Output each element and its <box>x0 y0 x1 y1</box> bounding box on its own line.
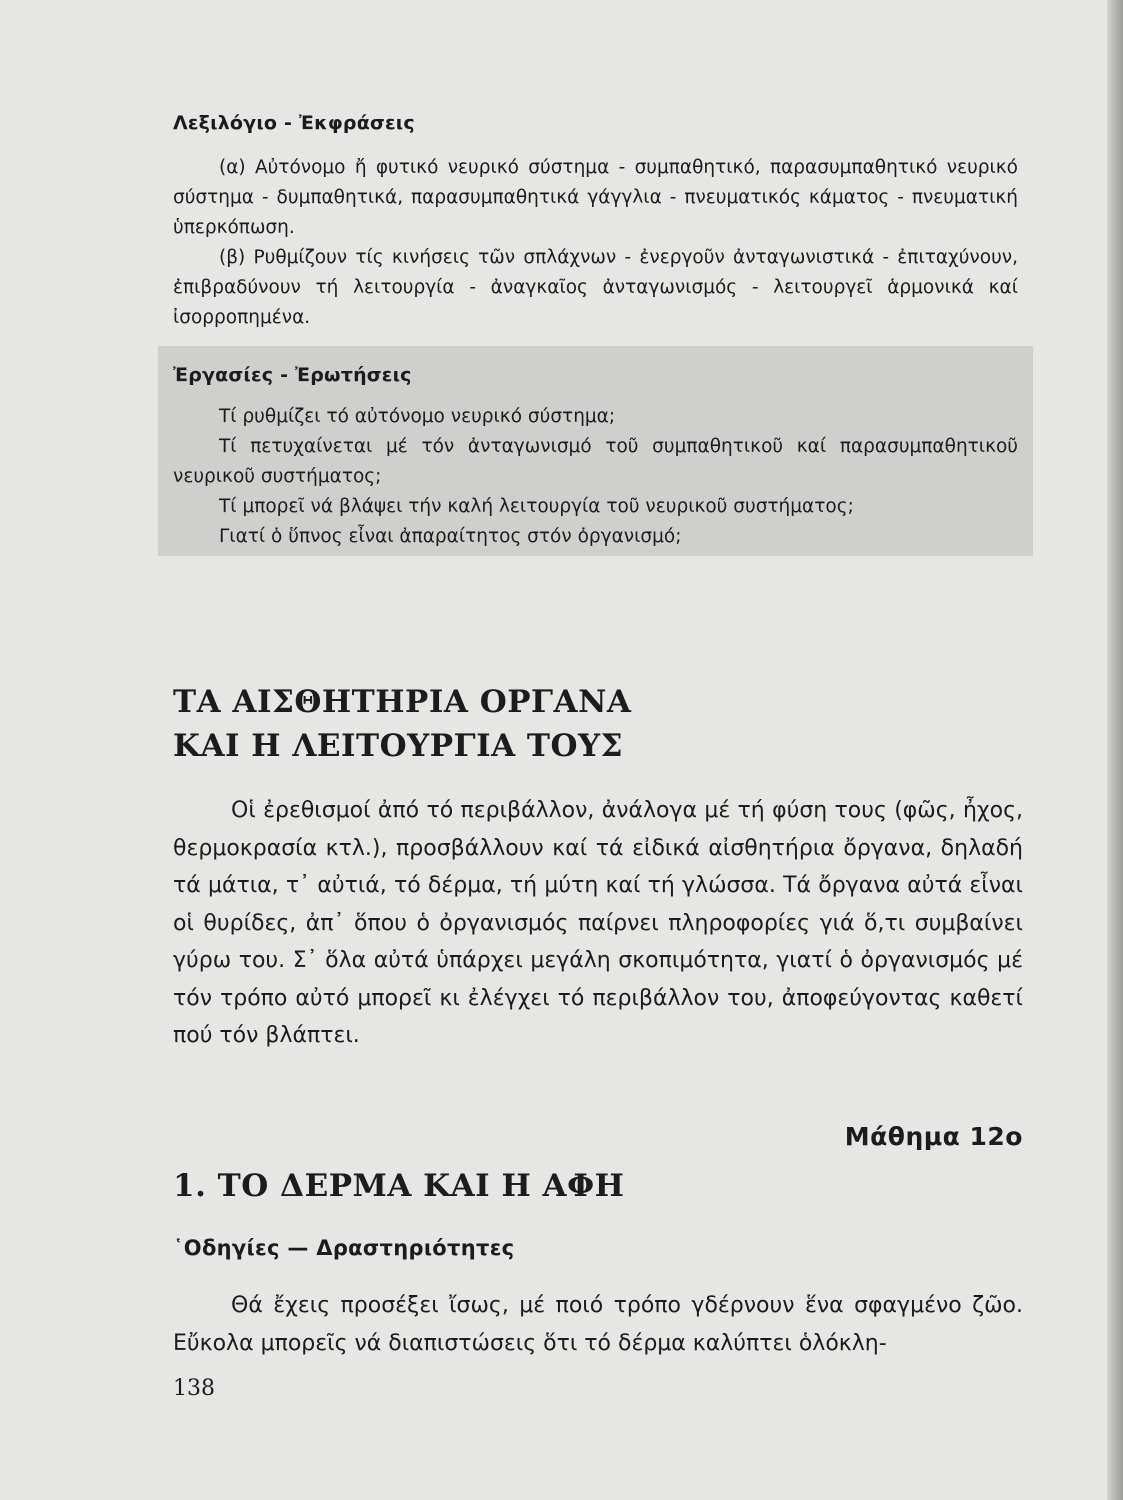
section-title: 1. ΤΟ ΔΕΡΜΑ ΚΑΙ Η ΑΦΗ <box>173 1168 625 1204</box>
page-number: 138 <box>173 1376 215 1401</box>
lesson-label: Μάθημα 12ο <box>844 1122 1023 1151</box>
chapter-title <box>173 680 631 768</box>
chapter-title-line1: ΤΑ ΑΙΣΘΗΤΗΡΙΑ ΟΡΓΑΝΑ <box>173 684 632 720</box>
lesson-paragraph: Θά ἔχεις προσέξει ἴσως, μέ ποιό τρόπο γδέρνουν ἕνα σφαγμένο ζῶο. Εὔκολα μπορεῖς νά διαπιστώσεις ὅτι τό δέρμα καλύπτει ὁλόκλη- <box>173 1293 1023 1356</box>
page-edge-shadow <box>1107 0 1123 1500</box>
vocab-body <box>173 153 1018 333</box>
chapter-intro-paragraph: Οἱ ἐρεθισμοί ἀπό τό περιβάλλον, ἀνάλογα μέ τή φύση τους (φῶς, ἦχος, θερμοκρασία κτλ.), προσβάλλουν καί τά εἰδικά αἰσθητήρια ὄργανα, δηλαδή τά μάτια, τ᾽ αὐτιά, τό δέρμα, τή μύτη καί τή γλώσσα. Τά ὄργανα αὐτά εἶναι οἱ θυρίδες, ἀπ᾽ ὅπου ὁ ὀργανισμός παίρνει πληροφορίες γιά ὅ,τι συμβαίνει γύρω του. Σ᾽ ὅλα αὐτά ὑπάρχει μεγάλη σκοπιμότητα, γιατί ὁ ὀργανισμός μέ τόν τρόπο αὐτό μπορεῖ κι ἐλέγχει τό περιβάλλον του, ἀποφεύγοντας καθετί πού τόν βλάπτει. <box>173 798 1023 1048</box>
question-item: Τί μπορεῖ νά βλάψει τήν καλή λειτουργία τοῦ νευρικοῦ συστήματος; <box>219 496 854 517</box>
tasks-heading: Ἐργασίες - Ἐρωτήσεις <box>173 364 412 386</box>
activities-heading: ῾Οδηγίες — Δραστηριότητες <box>173 1236 515 1260</box>
chapter-title-line2: ΚΑΙ Η ΛΕΙΤΟΥΡΓΙΑ ΤΟΥΣ <box>173 728 624 764</box>
chapter-intro <box>173 792 1023 1055</box>
vocab-heading: Λεξιλόγιο - Ἐκφράσεις <box>173 112 415 134</box>
questions-list <box>173 402 1018 552</box>
question-item: Γιατί ὁ ὕπνος εἶναι ἀπαραίτητος στόν ὀργανισμό; <box>219 526 682 547</box>
question-item: Τί ρυθμίζει τό αὐτόνομο νευρικό σύστημα; <box>219 406 616 427</box>
lesson-text <box>173 1287 1023 1362</box>
question-item: Τί πετυχαίνεται μέ τόν ἀνταγωνισμό τοῦ συμπαθητικοῦ καί παρασυμπαθητικοῦ νευρικοῦ συστήματος; <box>173 436 1018 487</box>
vocab-para-a: (α) Αὐτόνομο ἤ φυτικό νευρικό σύστημα - συμπαθητικό, παρασυμπαθητικό νευρικό σύστημα - δυμπαθητικά, παρασυμπαθητικά γάγγλια - πνευματικός κάματος - πνευματική ὑπερκόπωση. <box>173 157 1018 238</box>
vocab-para-b: (β) Ρυθμίζουν τίς κινήσεις τῶν σπλάχνων - ἐνεργοῦν ἀνταγωνιστικά - ἐπιταχύνουν, ἐπιβραδύνουν τή λειτουργία - ἀναγκαῖος ἀνταγωνισμός - λειτουργεῖ ἁρμονικά καί ἰσορροπημένα. <box>173 247 1018 328</box>
